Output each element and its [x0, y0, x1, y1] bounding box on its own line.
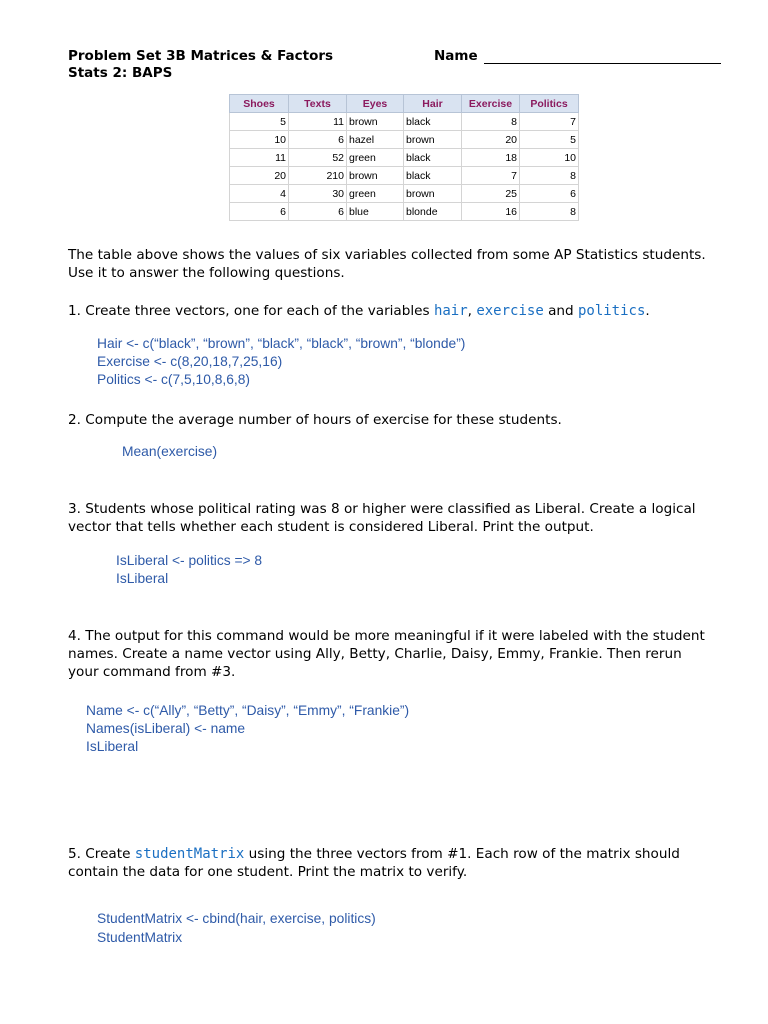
table-row — [230, 185, 579, 203]
question-2: 2. Compute the average number of hours of exercise for these students. — [68, 412, 562, 428]
table-row — [230, 113, 579, 131]
cell-shoes: 6 — [230, 203, 289, 221]
answer-3-line-1: IsLiberal <- politics => 8 — [116, 553, 263, 568]
code-var-student-matrix: studentMatrix — [134, 846, 245, 862]
cell-hair: brown — [404, 185, 462, 203]
question-4-line-3: your command from #3. — [68, 664, 236, 680]
cell-exercise: 8 — [462, 113, 520, 131]
column-header-shoes: Shoes — [230, 95, 289, 113]
cell-eyes: hazel — [347, 131, 404, 149]
cell-hair: black — [404, 149, 462, 167]
cell-politics: 10 — [520, 149, 579, 167]
cell-texts: 6 — [289, 203, 347, 221]
answer-5-line-2: StudentMatrix — [97, 930, 183, 945]
cell-exercise: 20 — [462, 131, 520, 149]
cell-texts: 210 — [289, 167, 347, 185]
question-5-text: 5. Create — [68, 846, 135, 862]
cell-hair: brown — [404, 131, 462, 149]
question-5-text-rest: using the three vectors from #1. Each row of the matrix should — [244, 846, 680, 862]
table-row — [230, 149, 579, 167]
cell-politics: 6 — [520, 185, 579, 203]
answer-1-line-1: Hair <- c(“black”, “brown”, “black”, “black”, “brown”, “blonde”) — [97, 336, 466, 351]
name-blank-line[interactable] — [484, 63, 721, 64]
answer-3-line-2: IsLiberal — [116, 571, 169, 586]
question-4-line-1: 4. The output for this command would be more meaningful if it were labeled with the student — [68, 628, 705, 644]
intro-line-2: Use it to answer the following questions. — [68, 265, 345, 281]
cell-texts: 11 — [289, 113, 347, 131]
answer-4-line-3: IsLiberal — [86, 739, 139, 754]
cell-politics: 8 — [520, 167, 579, 185]
document-title: Problem Set 3B Matrices & Factors — [68, 48, 334, 64]
cell-texts: 6 — [289, 131, 347, 149]
column-header-hair: Hair — [404, 95, 462, 113]
answer-1-line-3: Politics <- c(7,5,10,8,6,8) — [97, 372, 250, 387]
question-5-line-1 — [68, 845, 728, 863]
cell-eyes: blue — [347, 203, 404, 221]
question-3-line-1: 3. Students whose political rating was 8 or higher were classified as Liberal. Create a logical — [68, 501, 696, 517]
separator: and — [543, 303, 578, 319]
cell-shoes: 20 — [230, 167, 289, 185]
table-row — [230, 131, 579, 149]
cell-hair: black — [404, 113, 462, 131]
cell-shoes: 4 — [230, 185, 289, 203]
cell-exercise: 18 — [462, 149, 520, 167]
document-subtitle: Stats 2: BAPS — [68, 65, 173, 81]
table-row — [230, 203, 579, 221]
cell-shoes: 10 — [230, 131, 289, 149]
question-5-line-2: contain the data for one student. Print the matrix to verify. — [68, 864, 468, 880]
period: . — [645, 303, 650, 319]
cell-politics: 5 — [520, 131, 579, 149]
cell-eyes: green — [347, 185, 404, 203]
answer-4-line-2: Names(isLiberal) <- name — [86, 721, 246, 736]
code-var-politics: politics — [577, 303, 646, 319]
data-table — [229, 94, 579, 221]
question-1-text: 1. Create three vectors, one for each of the variables — [68, 303, 434, 319]
column-header-exercise: Exercise — [462, 95, 520, 113]
answer-5-line-1: StudentMatrix <- cbind(hair, exercise, politics) — [97, 911, 376, 926]
cell-hair: blonde — [404, 203, 462, 221]
intro-line-1: The table above shows the values of six variables collected from some AP Statistics students. — [68, 247, 706, 263]
name-label: Name — [434, 48, 478, 64]
cell-exercise: 7 — [462, 167, 520, 185]
cell-texts: 30 — [289, 185, 347, 203]
code-var-hair: hair — [433, 303, 468, 319]
cell-eyes: brown — [347, 113, 404, 131]
question-1 — [68, 302, 728, 320]
question-4-line-2: names. Create a name vector using Ally, Betty, Charlie, Daisy, Emmy, Frankie. Then rerun — [68, 646, 682, 662]
question-3-line-2: vector that tells whether each student is considered Liberal. Print the output. — [68, 519, 594, 535]
code-var-exercise: exercise — [476, 303, 544, 319]
separator: , — [467, 303, 477, 319]
cell-exercise: 25 — [462, 185, 520, 203]
answer-4-line-1: Name <- c(“Ally”, “Betty”, “Daisy”, “Emmy”, “Frankie”) — [86, 703, 410, 718]
cell-texts: 52 — [289, 149, 347, 167]
table-header-row — [230, 95, 579, 113]
column-header-eyes: Eyes — [347, 95, 404, 113]
answer-2-line-1: Mean(exercise) — [122, 444, 218, 459]
cell-politics: 7 — [520, 113, 579, 131]
answer-1-line-2: Exercise <- c(8,20,18,7,25,16) — [97, 354, 283, 369]
cell-exercise: 16 — [462, 203, 520, 221]
cell-eyes: brown — [347, 167, 404, 185]
cell-shoes: 5 — [230, 113, 289, 131]
cell-hair: black — [404, 167, 462, 185]
cell-shoes: 11 — [230, 149, 289, 167]
cell-eyes: green — [347, 149, 404, 167]
cell-politics: 8 — [520, 203, 579, 221]
column-header-politics: Politics — [520, 95, 579, 113]
table-row — [230, 167, 579, 185]
column-header-texts: Texts — [289, 95, 347, 113]
